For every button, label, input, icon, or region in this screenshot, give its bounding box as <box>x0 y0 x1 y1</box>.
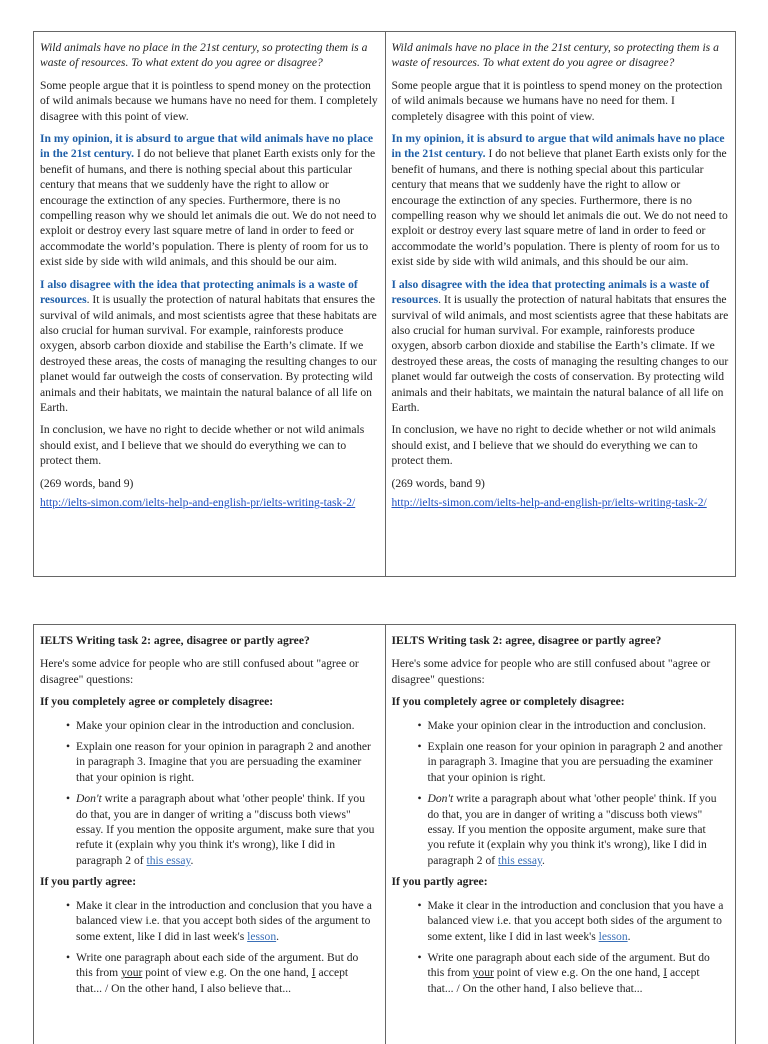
topic-sentence: I also disagree with the idea that protecting animals is a waste of resources <box>40 277 358 307</box>
heading-completely-agree: If you completely agree or completely disagree: <box>391 695 625 709</box>
topic-sentence: In my opinion, it is absurd to argue that wild animals have no place in the 21st century. <box>40 132 374 161</box>
advice-column-left <box>34 625 385 1044</box>
list-item-end: . <box>627 929 631 943</box>
list-item-text: write a paragraph about what 'other people' think. If you do that, you are in danger of writing a "discuss both views" essay. If you mention the opposite argument, make sure that you refute it (explain why you think it's wrong), like I did in paragraph 2 of <box>76 792 375 867</box>
heading-partly-agree: If you partly agree: <box>40 875 137 889</box>
bullet-list <box>40 718 379 869</box>
essay-question: Wild animals have no place in the 21st century, so protecting them is a waste of resources. To what extent do you agree or disagree? <box>40 41 368 70</box>
topic-sentence: I also disagree with the idea that protecting animals is a waste of resources <box>391 277 710 307</box>
word-count: (269 words, band 9) <box>40 476 134 490</box>
advice-title: IELTS Writing task 2: agree, disagree or partly agree? <box>40 634 310 647</box>
essay-intro: Some people argue that it is pointless to spend money on the protection of wild animals because we humans have no need for them. I completely disagree with this point of view. <box>40 78 378 123</box>
list-item <box>66 791 379 868</box>
list-item-end: . <box>190 853 194 867</box>
list-item-text: Make it clear in the introduction and conclusion that you have a balanced view i.e. that you accept both sides of the argument to some extent, like I did in last week's <box>76 898 372 943</box>
paragraph-body: . It is usually the protection of natural habitats that ensures the survival of wild animals, and most scientists agree that these habitats are also crucial for human survival. For example, rainforests produce oxygen, absorb carbon dioxide and stabilise the Earth’s climate. If we destroyed these areas, the costs of managing the resulting changes to our planet would far outweigh the costs of conservation. By protecting wild animals and their habitats, we maintain the natural balance of all life on Earth. <box>40 293 377 414</box>
list-item-text: point of view e.g. On the one hand, <box>493 966 664 980</box>
underlined-your: your <box>121 966 143 980</box>
paragraph-body: . It is usually the protection of natural habitats that ensures the survival of wild animals, and most scientists agree that these habitats are also crucial for human survival. For example, rainforests produce oxygen, absorb carbon dioxide and stabilise the Earth’s climate. If we destroyed these areas, the costs of managing the resulting changes to our planet would far outweigh the costs of conservation. By protecting wild animals and their habitats, we maintain the natural balance of all life on Earth. <box>391 293 729 414</box>
underlined-i: I <box>663 966 668 980</box>
underlined-your: your <box>472 966 494 980</box>
source-link[interactable]: http://ielts-simon.com/ielts-help-and-english-pr/ielts-writing-task-2/ <box>40 495 356 509</box>
advice-table <box>33 624 736 1044</box>
list-item-end: . <box>276 929 280 943</box>
list-item: • Make your opinion clear in the introduction and conclusion. <box>418 718 730 733</box>
list-item <box>418 898 730 944</box>
heading-completely-agree: If you completely agree or completely disagree: <box>40 695 274 709</box>
essay-column-right <box>385 32 736 576</box>
advice-title: IELTS Writing task 2: agree, disagree or partly agree? <box>391 634 662 647</box>
essay-intro: Some people argue that it is pointless to spend money on the protection of wild animals because we humans have no need for them. I completely disagree with this point of view. <box>391 78 723 123</box>
emphasis-dont: Don't <box>76 792 102 806</box>
emphasis-dont: Don't <box>427 792 454 806</box>
list-item <box>66 898 379 944</box>
advice-intro: Here's some advice for people who are still confused about "agree or disagree" questions: <box>40 657 359 686</box>
essay-conclusion: In conclusion, we have no right to decide whether or not wild animals should exist, and I believe that we should do everything we can to protect them. <box>40 423 365 468</box>
essay-table <box>33 31 736 577</box>
essay-conclusion: In conclusion, we have no right to decide whether or not wild animals should exist, and I believe that we should do everything we can to protect them. <box>391 423 716 468</box>
source-link[interactable]: http://ielts-simon.com/ielts-help-and-english-pr/ielts-writing-task-2/ <box>391 495 707 509</box>
list-item: • Explain one reason for your opinion in paragraph 2 and another in paragraph 3. Imagine that you are persuading the examiner that your opinion is right. <box>66 739 379 785</box>
heading-partly-agree: If you partly agree: <box>391 875 488 889</box>
list-item-text: Write one paragraph about each side of the argument. But do this from <box>427 950 710 980</box>
paragraph-body: I do not believe that planet Earth exists only for the benefit of humans, and there is nothing special about this particular century that means that we suddenly have the right to allow or encourage the extinction of any species. Furthermore, there is no compelling reason why we should let animals die out. We do not need to exploit or destroy every last square metre of land in order to feed or accommodate the world’s population. There is plenty of room for us to exist side by side with wild animals, and this should be our aim. <box>40 147 377 269</box>
lesson-link[interactable]: lesson <box>598 929 628 943</box>
essay-paragraph-2 <box>40 131 379 270</box>
advice-intro: Here's some advice for people who are still confused about "agree or disagree" questions: <box>391 657 711 686</box>
list-item-end: . <box>542 853 545 867</box>
this-essay-link[interactable]: this essay <box>146 853 191 867</box>
essay-paragraph-2 <box>392 131 730 270</box>
topic-sentence: In my opinion, it is absurd to argue that wild animals have no place in the 21st century. <box>391 132 725 161</box>
list-item-text: Write one paragraph about each side of the argument. But do this from <box>76 950 359 980</box>
list-item-text: accept that... / On the other hand, I also believe that... <box>76 966 349 995</box>
lesson-link[interactable]: lesson <box>247 929 277 943</box>
list-item: • Explain one reason for your opinion in paragraph 2 and another in paragraph 3. Imagine that you are persuading the examiner that your opinion is right. <box>418 739 730 785</box>
list-item-text: point of view e.g. On the one hand, <box>142 966 312 980</box>
essay-paragraph-3 <box>40 277 379 416</box>
paragraph-body: I do not believe that planet Earth exists only for the benefit of humans, and there is nothing special about this particular century that means that we suddenly have the right to allow or encourage the extinction of any species. Furthermore, there is no compelling reason why we should let animals die out. We do not need to exploit or destroy every last square metre of land in order to feed or accommodate the world’s population. There is plenty of room for us to exist side by side with wild animals, and this should be our aim. <box>391 147 728 269</box>
essay-column-left <box>34 32 385 576</box>
list-item: • Make your opinion clear in the introduction and conclusion. <box>66 718 379 733</box>
list-item <box>418 950 730 996</box>
bullet-list <box>40 898 379 996</box>
list-item <box>418 791 730 868</box>
list-item-text: write a paragraph about what 'other people' think. If you do that, you are in danger of writing a "discuss both views" essay. If you mention the opposite argument, make sure that you refute it (explain why you think it's wrong), like I did in paragraph 2 of <box>427 792 717 867</box>
advice-column-right <box>385 625 736 1044</box>
list-item-text: Make it clear in the introduction and conclusion that you have a balanced view i.e. that you accept both sides of the argument to some extent, like I did in last week's <box>427 898 724 943</box>
word-count: (269 words, band 9) <box>391 476 485 490</box>
bullet-list <box>392 898 730 996</box>
this-essay-link[interactable]: this essay <box>498 853 543 867</box>
essay-question: Wild animals have no place in the 21st century, so protecting them is a waste of resources. To what extent do you agree or disagree? <box>391 41 719 70</box>
essay-paragraph-3 <box>392 277 730 416</box>
list-item-text: accept that... / On the other hand, I also believe that... <box>427 966 700 995</box>
list-item <box>66 950 379 996</box>
underlined-i: I <box>311 966 316 980</box>
bullet-list <box>392 718 730 869</box>
